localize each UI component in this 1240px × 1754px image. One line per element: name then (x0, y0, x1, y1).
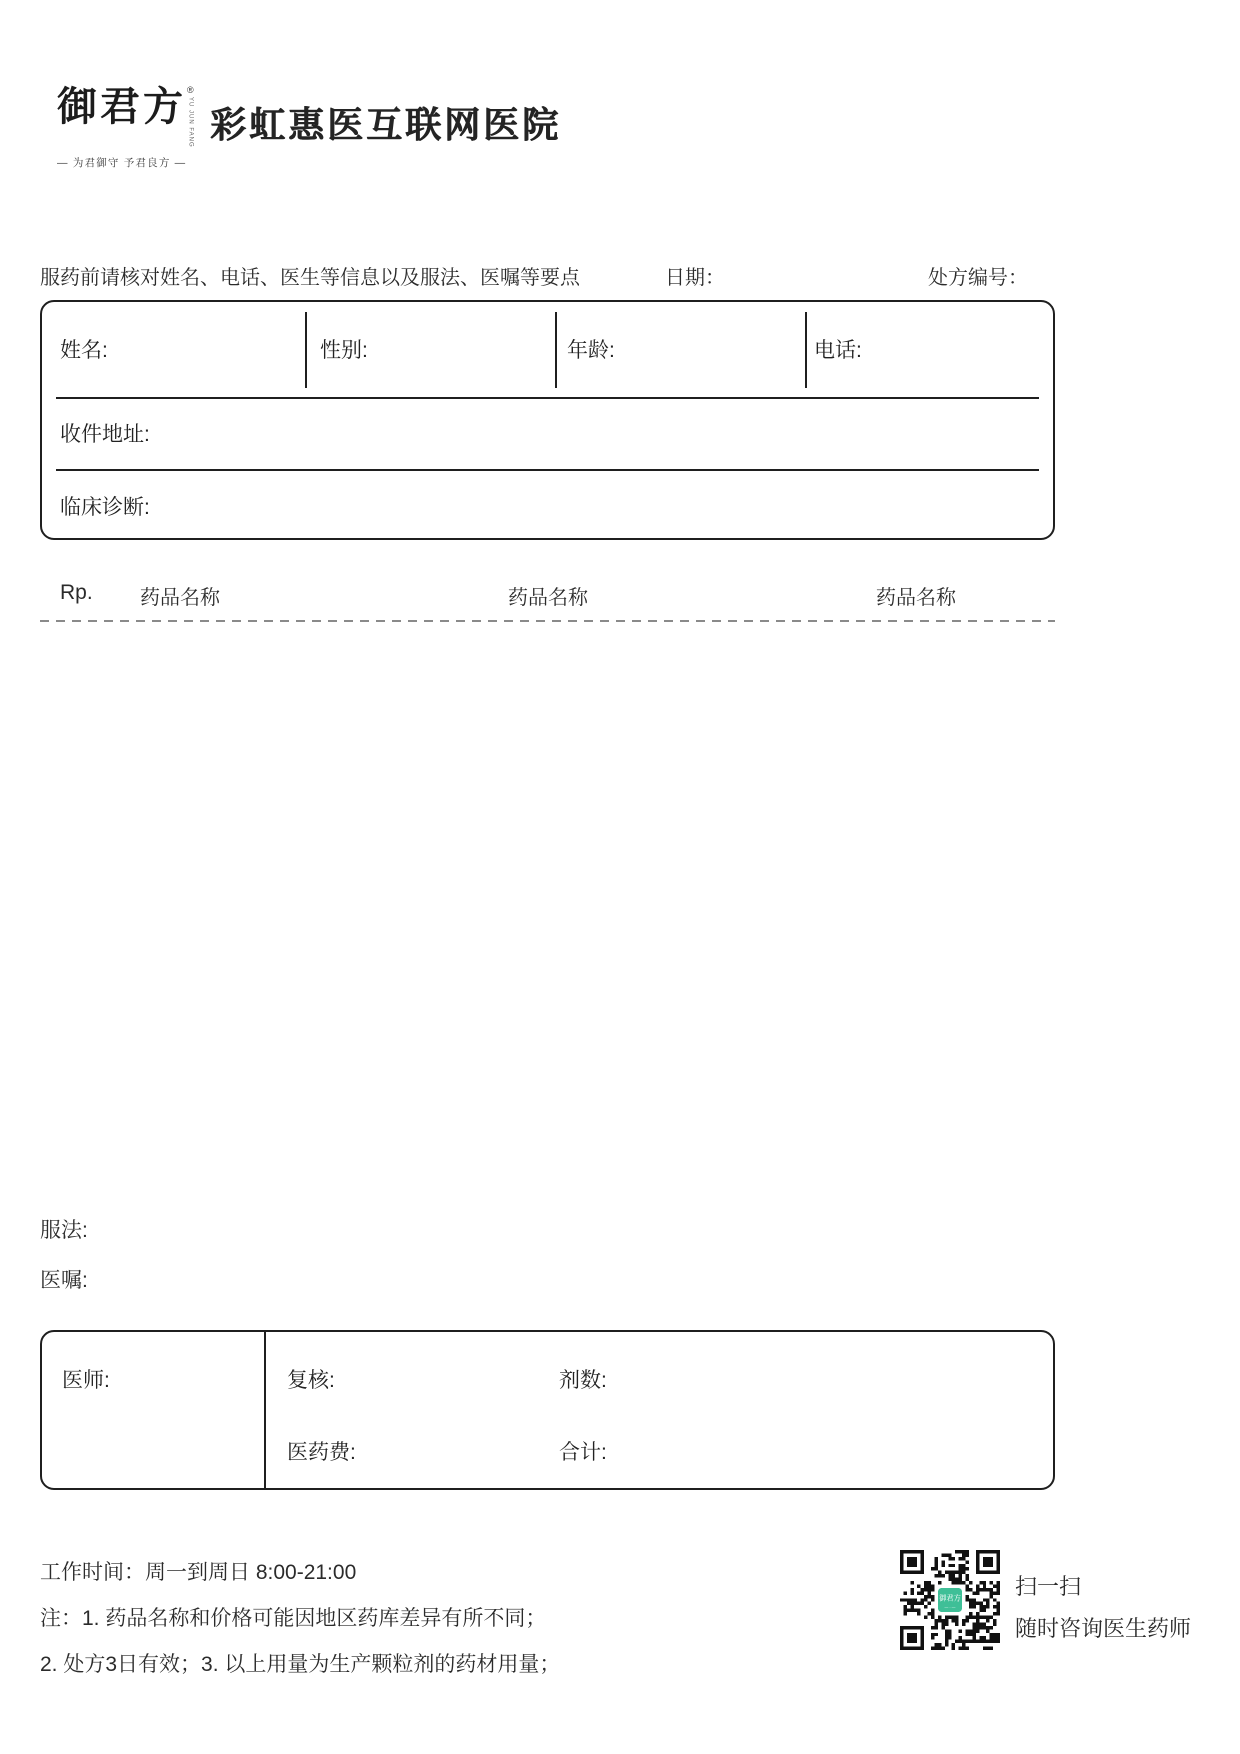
usage-field-label: 服法: (40, 1219, 88, 1242)
footer-note-1: 注：1. 药品名称和价格可能因地区药库差异有所不同； (40, 1607, 547, 1630)
drug-name-column-1: 药品名称 (140, 587, 220, 609)
fee-field-label: 医药费: (287, 1441, 356, 1464)
qr-code-svg (900, 1550, 1000, 1650)
diagnosis-field-label: 临床诊断: (60, 496, 150, 519)
row-divider-1 (56, 397, 1039, 399)
signoff-divider (264, 1332, 266, 1488)
rx-number-field-label: 处方编号： (928, 267, 1028, 289)
qr-caption-scan: 扫一扫 (1015, 1574, 1082, 1599)
logo-side (187, 86, 194, 148)
logo-pinyin-text: YU JUN FANG (187, 97, 194, 148)
qr-center-logo-subtext: — · — (944, 1605, 956, 1610)
divider-age-phone (805, 312, 807, 388)
gender-field-label: 性别: (320, 339, 368, 362)
address-field-label: 收件地址: (60, 423, 150, 446)
qr-code (900, 1550, 1000, 1650)
total-field-label: 合计: (559, 1441, 607, 1464)
row-divider-2 (56, 469, 1039, 471)
registered-trademark-icon: ® (187, 85, 194, 95)
reviewer-field-label: 复核: (287, 1369, 335, 1392)
doctor-field-label: 医师: (62, 1369, 110, 1392)
hospital-name: 彩虹惠医互联网医院 (210, 104, 562, 145)
divider-gender-age (555, 312, 557, 388)
doses-field-label: 剂数: (559, 1369, 607, 1392)
notice-row (40, 261, 1055, 287)
logo-text: 御君方 (57, 83, 186, 130)
drug-name-column-3: 药品名称 (876, 587, 956, 609)
brand-logo (57, 84, 207, 170)
age-field-label: 年龄: (567, 339, 615, 362)
rp-label: Rp. (60, 581, 93, 604)
phone-field-label: 电话: (814, 339, 862, 362)
rp-header-row (40, 581, 1055, 607)
rp-separator-dashed-line (40, 620, 1055, 622)
notice-text: 服药前请核对姓名、电话、医生等信息以及服法、医嘱等要点 (40, 267, 580, 289)
date-field-label: 日期： (665, 267, 725, 289)
footer-note-2: 2. 处方3日有效；3. 以上用量为生产颗粒剂的药材用量； (40, 1653, 561, 1676)
logo-main (57, 84, 207, 148)
qr-center-logo-text: 御君方 (939, 1593, 961, 1603)
drug-name-column-2: 药品名称 (508, 587, 588, 609)
name-field-label: 姓名: (60, 339, 108, 362)
qr-caption-consult: 随时咨询医生药师 (1015, 1616, 1192, 1641)
working-hours-text: 工作时间：周一到周日 8:00-21:00 (40, 1561, 357, 1584)
divider-name-gender (305, 312, 307, 388)
patient-info-box (40, 300, 1055, 540)
signoff-box (40, 1330, 1055, 1490)
logo-tagline: — 为君御守 予君良方 — (57, 156, 187, 169)
advice-field-label: 医嘱: (40, 1269, 88, 1292)
